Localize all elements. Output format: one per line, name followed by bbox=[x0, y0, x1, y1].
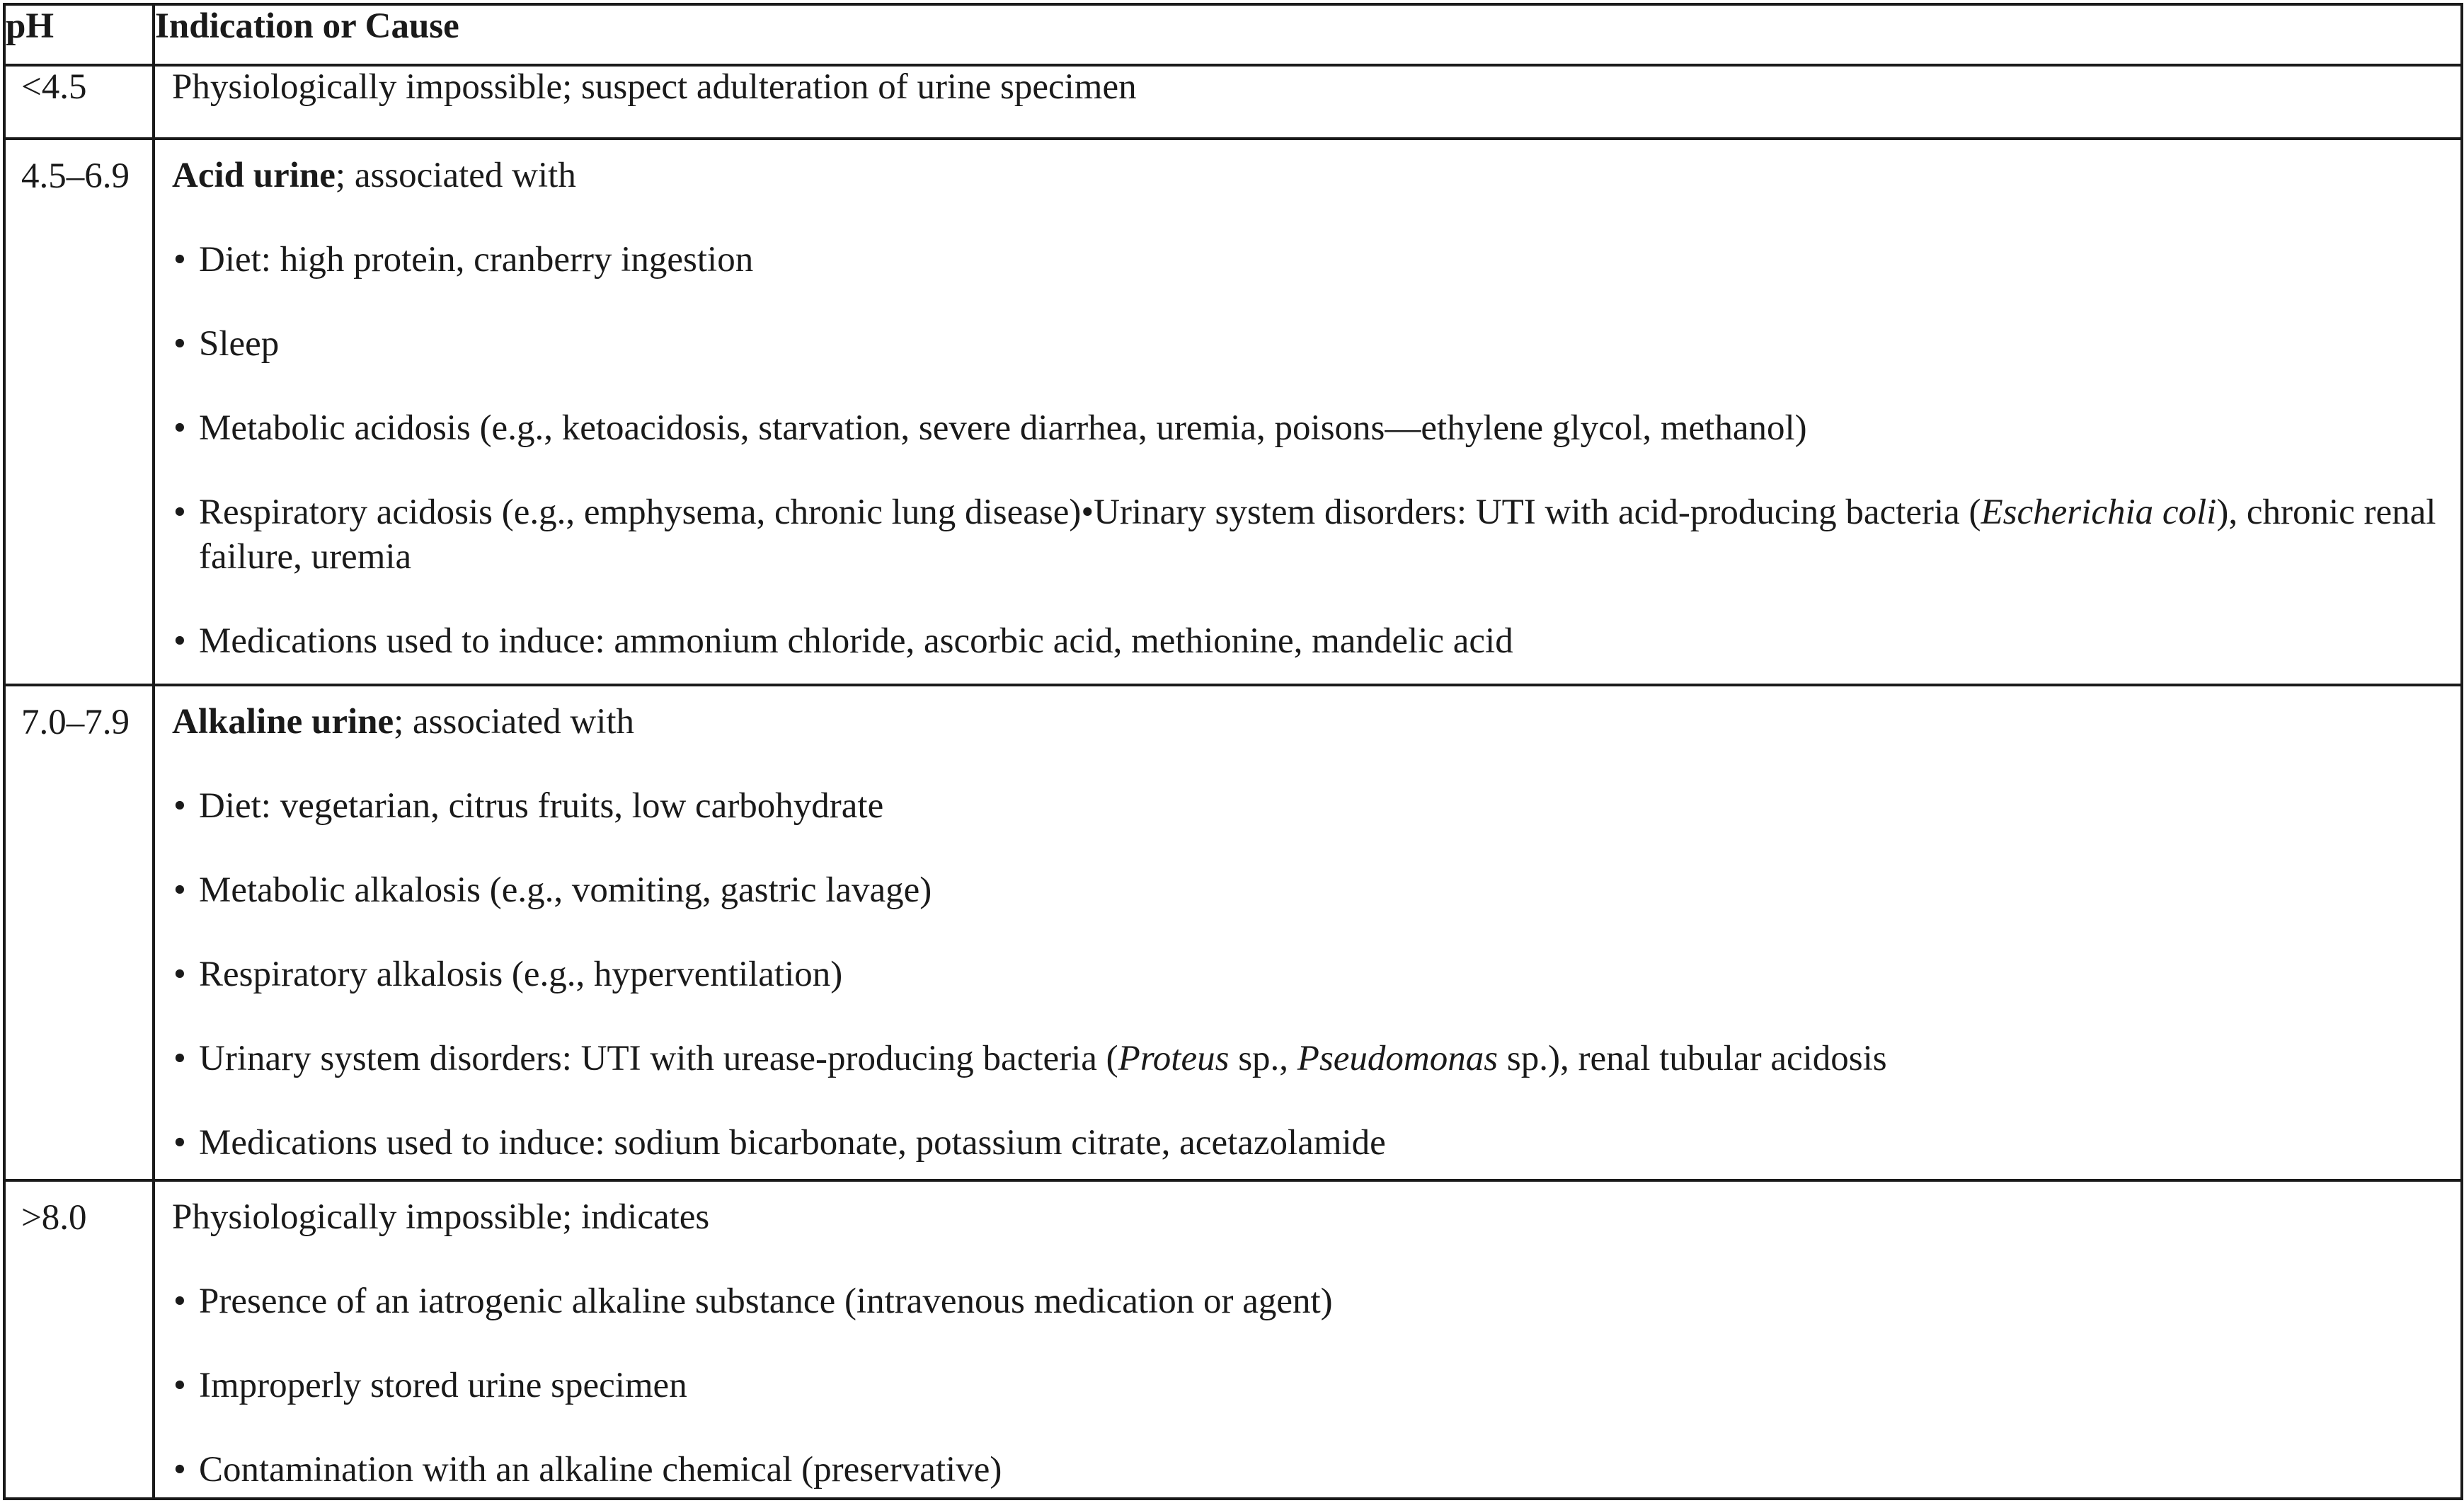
list-item: • Metabolic acidosis (e.g., ketoacidosis, starvation, severe diarrhea, uremia, poisons—ethylene glycol, methanol) bbox=[172, 406, 2446, 451]
bullet-icon: • bbox=[173, 493, 186, 532]
bullet-icon: • bbox=[173, 1123, 186, 1163]
indication-lead bbox=[172, 699, 2446, 744]
list-item: • Respiratory acidosis (e.g., emphysema, chronic lung disease)•Urinary system disorders: UTI with acid-producing bacteria (Escherichia coli), chronic renal failure, uremia bbox=[172, 490, 2446, 580]
list-item: • Diet: high protein, cranberry ingestion bbox=[172, 238, 2446, 282]
table-row bbox=[4, 685, 2462, 1180]
column-header-indication: Indication or Cause bbox=[154, 4, 2462, 65]
bullet-icon: • bbox=[173, 1450, 186, 1490]
list-item: • Medications used to induce: ammonium chloride, ascorbic acid, methionine, mandelic acid bbox=[172, 619, 2446, 664]
indication-cell bbox=[154, 139, 2462, 685]
bullet-icon: • bbox=[173, 1039, 186, 1078]
list-item: • Improperly stored urine specimen bbox=[172, 1364, 2446, 1408]
indication-lead bbox=[172, 153, 2446, 198]
organism-name: Pseudomonas bbox=[1297, 1039, 1499, 1078]
list-item: • Respiratory alkalosis (e.g., hyperventilation) bbox=[172, 952, 2446, 997]
indication-lead-bold: Alkaline urine bbox=[172, 702, 394, 742]
bullet-icon: • bbox=[173, 408, 186, 448]
bullet-icon: • bbox=[173, 1366, 186, 1405]
organism-name: Escherichia coli bbox=[1981, 493, 2217, 532]
table-row bbox=[4, 139, 2462, 685]
cause-list bbox=[172, 784, 2446, 1165]
list-item: • Metabolic alkalosis (e.g., vomiting, gastric lavage) bbox=[172, 868, 2446, 913]
list-item: • Medications used to induce: sodium bicarbonate, potassium citrate, acetazolamide bbox=[172, 1121, 2446, 1165]
list-item: • Contamination with an alkaline chemical (preservative) bbox=[172, 1448, 2446, 1492]
column-header-ph: pH bbox=[4, 4, 154, 65]
ph-value: 7.0–7.9 bbox=[4, 685, 154, 1180]
ph-value: 4.5–6.9 bbox=[4, 139, 154, 685]
ph-value: <4.5 bbox=[4, 65, 154, 139]
table-row bbox=[4, 65, 2462, 139]
table-header-row bbox=[4, 4, 2462, 65]
indication-lead: Physiologically impossible; indicates bbox=[172, 1197, 710, 1237]
indication-lead-bold: Acid urine bbox=[172, 156, 336, 195]
cause-list bbox=[172, 238, 2446, 664]
bullet-icon: • bbox=[173, 240, 186, 280]
bullet-icon: • bbox=[173, 621, 186, 661]
list-item: • Urinary system disorders: UTI with urease-producing bacteria (Proteus sp., Pseudomonas sp.), renal tubular acidosis bbox=[172, 1037, 2446, 1081]
bullet-icon: • bbox=[173, 955, 186, 994]
bullet-icon: • bbox=[173, 786, 186, 826]
urine-ph-table bbox=[3, 3, 2463, 1500]
indication-cell bbox=[154, 685, 2462, 1180]
indication-text: Physiologically impossible; suspect adulteration of urine specimen bbox=[154, 65, 2462, 139]
organism-name: Proteus bbox=[1118, 1039, 1230, 1078]
list-item: • Presence of an iatrogenic alkaline substance (intravenous medication or agent) bbox=[172, 1279, 2446, 1324]
ph-value: >8.0 bbox=[4, 1180, 154, 1499]
cause-list bbox=[172, 1279, 2446, 1492]
list-item: • Diet: vegetarian, citrus fruits, low carbohydrate bbox=[172, 784, 2446, 829]
indication-lead-rest: ; associated with bbox=[394, 702, 635, 742]
table-row bbox=[4, 1180, 2462, 1499]
bullet-icon: • bbox=[173, 1282, 186, 1321]
bullet-icon: • bbox=[173, 324, 186, 364]
list-item: • Sleep bbox=[172, 322, 2446, 367]
indication-cell bbox=[154, 1180, 2462, 1499]
bullet-icon: • bbox=[173, 870, 186, 910]
indication-lead-rest: ; associated with bbox=[335, 156, 576, 195]
